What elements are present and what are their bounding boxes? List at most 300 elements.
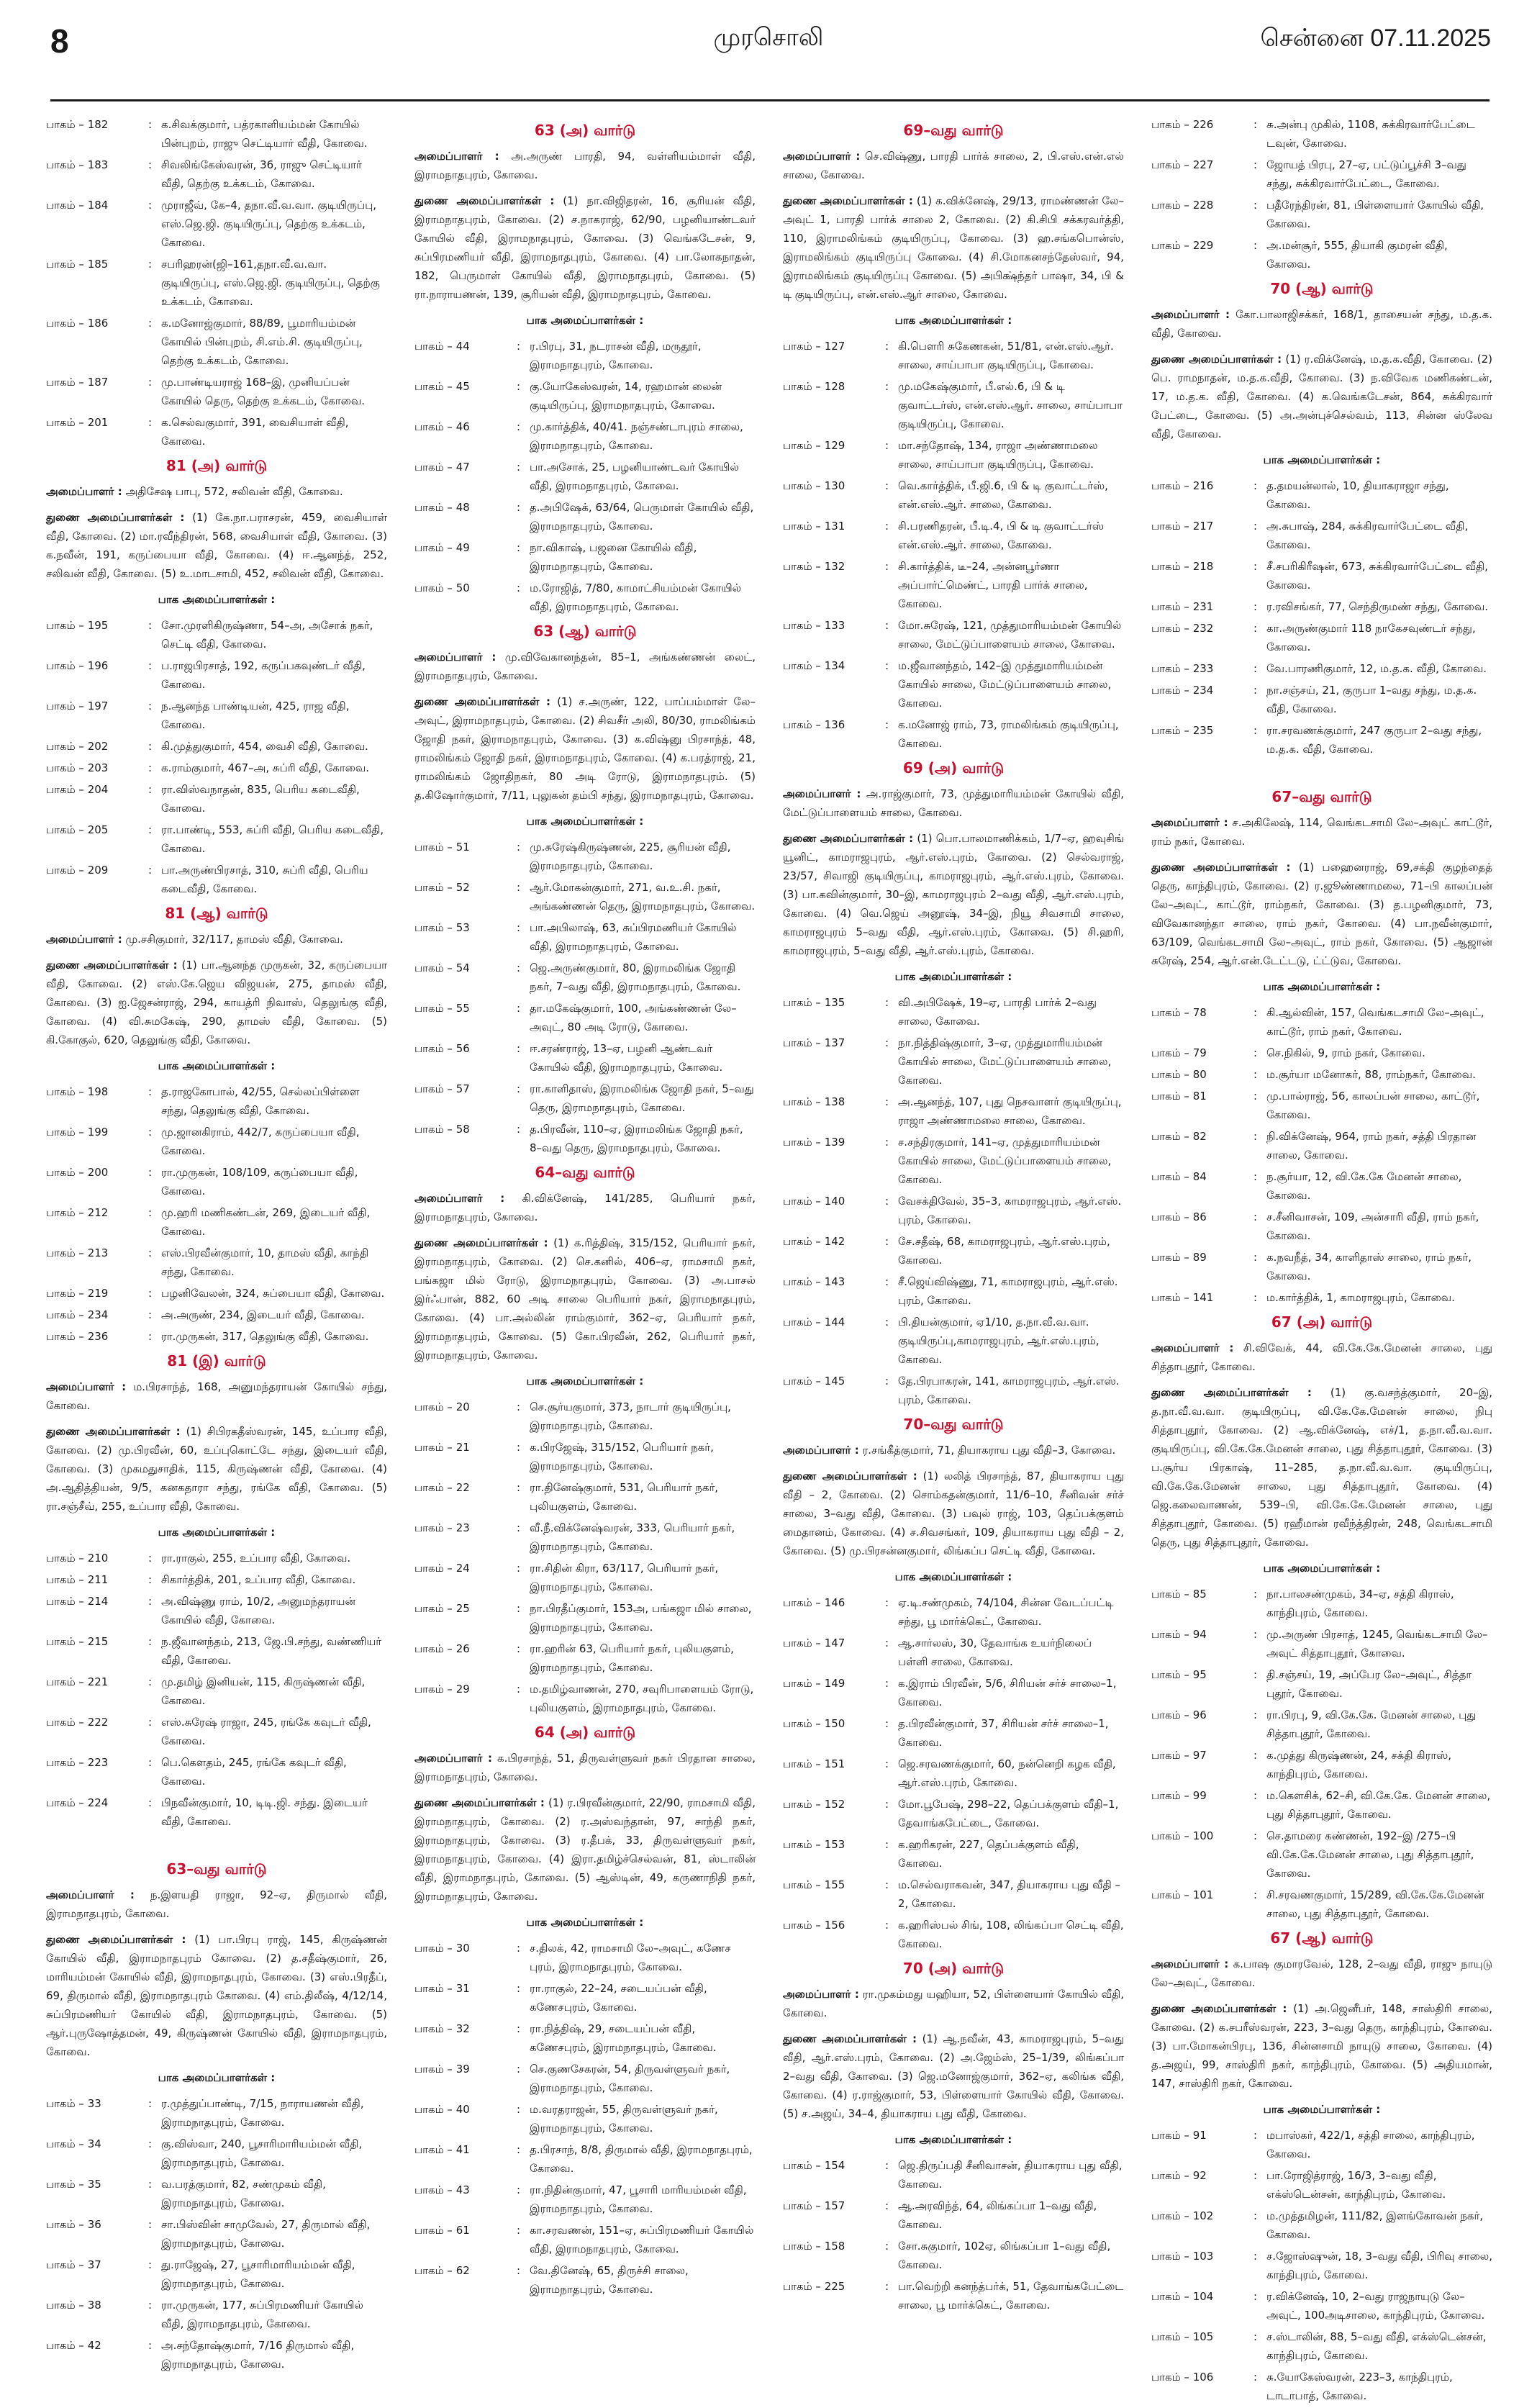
- booth-number: பாகம் – 149: [783, 1677, 845, 1690]
- booth-organizer-details: ரா.பாண்டி, 553, சுப்ரி வீதி, பெரிய கடைவீதி, கோவை.: [161, 823, 384, 855]
- booth-entry: [46, 759, 387, 777]
- appointee-label: அமைப்பாளர் :: [1151, 308, 1230, 321]
- separator: :: [885, 2199, 889, 2212]
- deputies-label: துணை அமைப்பாளர்கள் :: [783, 832, 914, 845]
- booth-organizer-details: ரா.நிதின்குமார், 47, பூசாரி மாரியம்மன் வீதி, இராமநாதபுரம், கோவை.: [530, 2183, 747, 2215]
- booth-number: பாகம் – 204: [46, 783, 109, 796]
- separator: :: [885, 340, 889, 353]
- booth-organizer-details: வீ.நீ.விக்னேஷ்வரன், 333, பெரியார் நகர், இராமநாதபுரம், கோவை.: [530, 1521, 735, 1553]
- booth-organizer-details: மபாஸ்கர், 422/1, சத்தி சாலை, காந்திபுரம், கோவை.: [1266, 2129, 1475, 2160]
- organizer-details: ரா.முகம்மது யஹியா, 52, பிள்ளையார் கோயில் வீதி, கோவை.: [783, 1988, 1124, 2019]
- booth-entry: [783, 616, 1124, 653]
- separator: :: [517, 1441, 521, 1454]
- booth-number: பாகம் – 233: [1151, 662, 1214, 675]
- booth-organizer-details: நா.நித்திஷ்குமார், 3–ஏ, முத்துமாரியம்மன் கோயில் சாலை, மேட்டுப்பாளையம் சாலை, கோவை.: [898, 1036, 1112, 1087]
- appointee-label: அமைப்பாளர் :: [1151, 1341, 1234, 1354]
- separator: :: [885, 479, 889, 492]
- booth-organizer-details: செ.குணசேகரன், 54, திருவள்ளுவர் நகர், இராமநாதபுரம், கோவை.: [530, 2063, 730, 2094]
- booth-entry: [783, 1674, 1124, 1711]
- booth-entry: [46, 1244, 387, 1281]
- booth-organizer-details: கி.ஆல்வின், 157, வெங்கடசாமி லே–அவுட், காட்டூர், ராம் நகர், கோவை.: [1266, 1006, 1484, 1038]
- separator: :: [148, 761, 153, 774]
- separator: :: [517, 921, 521, 934]
- booth-organizer-details: க.ஹரிஸ்பல் சிங், 108, லிங்கப்பா செட்டி வீதி, கோவை.: [898, 1919, 1124, 1950]
- booth-organizer-details: க.செல்வகுமார், 391, வைசியாள் வீதி, கோவை.: [161, 416, 349, 448]
- booth-number: பாகம் – 151: [783, 1757, 845, 1770]
- separator: :: [1253, 1789, 1258, 1802]
- booth-number: பாகம் – 86: [1151, 1210, 1207, 1223]
- appointee-paragraph: [414, 648, 756, 685]
- booth-organizer-details: ந.சூர்யா, 12, வி.கே.கே மேனன் சாலை, கோவை.: [1266, 1170, 1462, 1202]
- booth-organizers-heading: பாக அமைப்பாளர்கள் :: [526, 815, 644, 828]
- booth-number: பாகம் – 44: [414, 340, 470, 353]
- separator: :: [1253, 724, 1258, 737]
- booth-entry: [46, 2135, 387, 2172]
- organizer-details: ர.சங்கீத்குமார், 71, தியாகராய புது வீதி–3, கோவை.: [862, 1444, 1116, 1457]
- appointee-paragraph: [1151, 1339, 1492, 1376]
- booth-organizer-details: ர.முத்துப்பாண்டி, 7/15, நாராயணன் வீதி, இராமநாதபுரம், கோவை.: [161, 2097, 364, 2129]
- booth-number: பாகம் – 53: [414, 921, 470, 934]
- ward-heading: 70 (அ) வார்டு: [902, 1960, 1005, 1977]
- booth-organizer-details: க.பிரஜேஷ், 315/152, பெரியார் நகர், இராமநாதபுரம், கோவை.: [530, 1441, 714, 1472]
- organizer-details: (1) சிபிரகதீஸ்வரன், 145, உப்பார வீதி, கோவை. (2) மு.பிரவீன், 60, உப்புகொட்டே சந்து, இடையர் வீதி, கோவை. (3) முகமதுசாதிக், 115, கிருஷ்ணன் வீதி, கோவை. (4) அ.ஆதித்தியன், 9/5, கனகதாரா சந்து, ரங்கே வீதி, கோவை. (5) ரா.சஞ்சீவ், 255, உப்பார வீதி, கோவை.: [46, 1425, 387, 1513]
- booth-entry: [46, 2094, 387, 2132]
- booth-organizer-details: சபரிஹரன்(ஜி–161,தநா.வீ.வ.வா. குடியிருப்பு, எஸ்.ஜெ.ஜி. குடியிருப்பு, தெற்கு உக்கடம், கோவை.: [161, 258, 380, 308]
- separator: :: [1253, 199, 1258, 212]
- separator: :: [885, 1677, 889, 1690]
- booth-entry: [1151, 1248, 1492, 1285]
- booth-number: பாகம் – 22: [414, 1481, 470, 1494]
- separator: :: [517, 1481, 521, 1494]
- booth-entry: [783, 1372, 1124, 1409]
- booth-entry: [1151, 2206, 1492, 2244]
- booth-number: பாகம் – 130: [783, 479, 845, 492]
- separator: :: [148, 823, 153, 836]
- separator: :: [517, 2264, 521, 2277]
- booth-entry: [46, 1284, 387, 1303]
- booth-organizer-details: வே.பாரணிகுமார், 12, ம.த.க. வீதி, கோவை.: [1266, 662, 1487, 675]
- booth-entry: [1151, 1208, 1492, 1245]
- deputies-paragraph: [1151, 858, 1492, 970]
- column-1: [46, 115, 387, 2408]
- booth-organizer-details: ச.ஜோஸ்ஷுன், 18, 3–வது வீதி, பிரிவு சாலை, காந்திபுரம், கோவை.: [1266, 2250, 1492, 2281]
- booth-organizer-details: ரா.ராகுல், 255, உப்பார வீதி, கோவை.: [161, 1552, 351, 1565]
- booth-organizer-details: கா.அருண்குமார் 118 நாகேசவுண்டர் சந்து, கோவை.: [1266, 622, 1476, 653]
- separator: :: [1253, 684, 1258, 697]
- booth-number: பாகம் – 84: [1151, 1170, 1207, 1183]
- booth-organizer-details: ரா.பிரபு, 9, வி.கே.கே. மேனன் சாலை, புது சித்தாபுதூர், கோவை.: [1266, 1708, 1477, 1740]
- separator: :: [517, 2143, 521, 2156]
- ward-heading: 67 (ஆ) வார்டு: [1270, 1929, 1374, 1947]
- booth-number: பாகம் – 47: [414, 461, 470, 474]
- ward-heading: 63–வது வார்டு: [166, 1860, 267, 1878]
- deputies-paragraph: [46, 1930, 387, 2061]
- booth-entry: [1151, 1625, 1492, 1662]
- booth-number: பாகம் – 154: [783, 2159, 845, 2172]
- separator: :: [885, 520, 889, 533]
- booth-organizer-details: வி.அபிஷேக், 19–ஏ, பாரதி பார்க் 2–வது சாலை, கோவை.: [898, 996, 1097, 1028]
- separator: :: [148, 1246, 153, 1259]
- booth-number: பாகம் – 143: [783, 1275, 845, 1288]
- separator: :: [1253, 2129, 1258, 2142]
- booth-entry: [414, 2140, 756, 2178]
- booth-entry: [783, 377, 1124, 433]
- booth-number: பாகம் – 50: [414, 581, 470, 594]
- booth-entry: [783, 715, 1124, 753]
- booth-entry: [783, 1593, 1124, 1631]
- booth-organizer-details: தே.பிரபாகரன், 141, காமராஜபுரம், ஆர்.எஸ். புரம், கோவை.: [898, 1375, 1120, 1406]
- separator: :: [1253, 1046, 1258, 1059]
- ward-heading: 64 (அ) வார்டு: [534, 1724, 636, 1741]
- dateline: சென்னை 07.11.2025: [1260, 24, 1491, 52]
- booth-organizer-details: ச.சீனிவாசன், 109, அன்சாரி வீதி, ராம் நகர், கோவை.: [1266, 1210, 1479, 1242]
- booth-entry: [414, 1120, 756, 1157]
- booth-number: பாகம் – 91: [1151, 2129, 1207, 2142]
- separator: :: [885, 1757, 889, 1770]
- booth-number: பாகம் – 156: [783, 1919, 845, 1932]
- separator: :: [1253, 118, 1258, 131]
- booth-number: பாகம் – 56: [414, 1042, 470, 1055]
- booth-entry: [46, 2215, 387, 2253]
- booth-number: பாகம் – 80: [1151, 1068, 1207, 1081]
- organizer-details: க.பிரசாந்த், 51, திருவள்ளுவர் நகர் பிரதான சாலை, இராமநாதபுரம், கோவை.: [414, 1752, 756, 1783]
- organizer-details: (1) லலித் பிரசாந்த், 87, தியாகராய புது வீதி – 2, கோவை. (2) சொம்கதன்குமார், 11/6–10, சீனிவன் சர்ச் சாலை, 3–வது வீதி, கோவை. (3) பவுல் ராஜ், 103, தெப்பக்குளம் மைதானம், கோவை. (4) ச.சிவசங்கர், 109, தியாகராய புது வீதி – 2, கோவை. (5) மு.பிரசன்னகுமார், லிங்கப்ப செட்டி வீதி, கோவை.: [783, 1470, 1124, 1557]
- booth-organizer-details: ஜெ.சரவணக்குமார், 60, நன்னெறி கழக வீதி, ஆர்.எஸ்.புரம், கோவை.: [898, 1757, 1116, 1789]
- booth-organizer-details: க.இராம் பிரவீன், 5/6, சிரியன் சர்ச் சாலை–1, கோவை.: [898, 1677, 1117, 1708]
- booth-organizer-details: மோ.பூபேஷ், 298–22, தெப்பக்குளம் வீதி–1, தேவாங்கபேட்டை, கோவை.: [898, 1798, 1119, 1829]
- separator: :: [885, 1036, 889, 1049]
- separator: :: [1253, 1130, 1258, 1143]
- organizer-details: கோ.பாலாஜிசக்கர், 168/1, தாசையன் சந்து, ம.த.க. வீதி, கோவை.: [1151, 308, 1492, 340]
- booth-entry: [46, 1753, 387, 1791]
- booth-organizer-details: ஏ.டி.சண்முகம், 74/104, சின்ன வேடப்பட்டி சந்து, பூ மார்க்கெட், கோவை.: [898, 1596, 1114, 1628]
- booth-number: பாகம் – 45: [414, 380, 470, 393]
- deputies-paragraph: [414, 191, 756, 304]
- booth-number: பாகம் – 39: [414, 2063, 470, 2076]
- booth-entry: [46, 1673, 387, 1710]
- organizer-details: (1) பா.ஆனந்த முருகன், 32, கருப்பையா வீதி, கோவை. (2) எஸ்.கே.ஜெய விஜயன், 275, தாமஸ் வீதி, கோவை. (3) ஐ.ஜேசன்ராஜ், 294, காயத்ரி நிவாஸ், தெலுங்கு வீதி, கோவை. (4) வி.சுமகேஷ், 290, தாமஸ் வீதி, கோவை. (5) கி.கோகுல், 620, தெலுங்கு வீதி, கோவை.: [46, 959, 387, 1046]
- booth-entry: [783, 1634, 1124, 1671]
- booth-number: பாகம் – 129: [783, 439, 845, 452]
- booth-number: பாகம் – 40: [414, 2103, 470, 2116]
- booth-organizer-details: ர.ரவிசங்கர், 77, செந்திருமண் சந்து, கோவை.: [1266, 600, 1488, 613]
- booth-organizer-details: சோ.முரளிகிருஷ்ணா, 54–அ, அசோக் நகர், செட்டி வீதி, கோவை.: [161, 619, 373, 651]
- booth-organizer-details: மு.ஹரி மணிகண்டன், 269, இடையர் வீதி, கோவை.: [161, 1206, 371, 1238]
- separator: :: [148, 1573, 153, 1586]
- separator: :: [517, 581, 521, 594]
- separator: :: [517, 2022, 521, 2035]
- separator: :: [517, 1082, 521, 1095]
- booth-entry: [414, 918, 756, 956]
- booth-organizer-details: ரா.சிதின் கிரா, 63/117, பெரியார் நகர், இராமநாதபுரம், கோவை.: [530, 1562, 719, 1593]
- booth-organizer-details: ம.கௌசிக், 62–சி, வி.கே.கே. மேனன் சாலை, புது சித்தாபுதூர், கோவை.: [1266, 1789, 1491, 1821]
- booth-organizers-heading: பாக அமைப்பாளர்கள் :: [894, 314, 1012, 327]
- booth-number: பாகம் – 201: [46, 416, 109, 429]
- booth-organizer-details: ஜோயத் பிரபு, 27–ஏ, பட்டுப்பூச்சி 3–வது சந்து, சுக்கிரவார்பேட்டை, கோவை.: [1266, 158, 1466, 190]
- booth-entry: [783, 1795, 1124, 1832]
- booth-number: பாகம் – 203: [46, 761, 109, 774]
- separator: :: [517, 1642, 521, 1655]
- booth-number: பாகம் – 62: [414, 2264, 470, 2277]
- separator: :: [148, 118, 153, 131]
- booth-organizer-details: சிவலிங்கேஸ்வரன், 36, ராஜு செட்டியார் வீதி, தெற்கு உக்கடம், கோவை.: [161, 158, 362, 190]
- booth-number: பாகம் – 195: [46, 619, 109, 632]
- booth-organizer-details: ரா.தினேஷ்குமார், 531, பெரியார் நகர், புலியகுளம், கோவை.: [530, 1481, 719, 1513]
- booth-entry: [46, 1592, 387, 1629]
- booth-organizer-details: மு.அருண் பிரசாத், 1245, வெங்கடசாமி லே–அவுட் சித்தாபுதூர், கோவை.: [1266, 1628, 1488, 1660]
- booth-number: பாகம் – 23: [414, 1521, 470, 1534]
- booth-number: பாகம் – 134: [783, 659, 845, 672]
- separator: :: [1253, 2290, 1258, 2303]
- separator: :: [148, 2299, 153, 2312]
- ward-heading: 69 (அ) வார்டு: [902, 759, 1005, 777]
- separator: :: [148, 1756, 153, 1769]
- newspaper-name: முரசொலி: [713, 23, 824, 52]
- separator: :: [148, 2258, 153, 2271]
- booth-entry: [414, 1979, 756, 2017]
- booth-entry: [1151, 681, 1492, 718]
- booth-number: பாகம் – 221: [46, 1675, 109, 1688]
- booth-organizer-details: த.பிரவீன்குமார், 37, சிரியன் சர்ச் சாலை–1, கோவை.: [898, 1717, 1109, 1749]
- booth-entry: [783, 1033, 1124, 1090]
- booth-organizer-details: கு.விஸ்வா, 240, பூசாரிமாரியம்மன் வீதி, இராமநாதபுரம், கோவை.: [161, 2137, 363, 2169]
- booth-organizer-details: நா.பிரதீப்குமார், 153அ, பங்கஜா மில் சாலை, இராமநாதபுரம், கோவை.: [530, 1602, 752, 1634]
- appointee-paragraph: [46, 1886, 387, 1923]
- booth-entry: [1151, 597, 1492, 616]
- separator: :: [148, 619, 153, 632]
- booth-number: பாகம் – 231: [1151, 600, 1214, 613]
- booth-organizer-details: த.ராஜகோபால், 42/55, செல்லப்பிள்ளை சந்து, தெலுங்கு வீதி, கோவை.: [161, 1085, 360, 1117]
- booth-number: பாகம் – 79: [1151, 1046, 1207, 1059]
- booth-entry: [46, 1305, 387, 1324]
- booth-entry: [783, 1313, 1124, 1369]
- booth-entry: [46, 737, 387, 756]
- booth-entry: [46, 1203, 387, 1241]
- separator: :: [148, 1330, 153, 1343]
- booth-number: பாகம் – 213: [46, 1246, 109, 1259]
- booth-organizer-details: சிகார்த்திக், 201, உப்பார வீதி, கோவை.: [161, 1573, 356, 1586]
- deputies-label: துணை அமைப்பாளர்கள் :: [414, 695, 550, 708]
- booth-entry: [783, 337, 1124, 374]
- booth-number: பாகம் – 21: [414, 1441, 470, 1454]
- booth-organizer-details: அ.அருண், 234, இடையர் வீதி, கோவை.: [161, 1308, 365, 1321]
- separator: :: [517, 541, 521, 554]
- booth-number: பாகம் – 34: [46, 2137, 101, 2150]
- booth-number: பாகம் – 158: [783, 2240, 845, 2253]
- booth-entry: [783, 557, 1124, 613]
- booth-entry: [414, 377, 756, 415]
- booth-number: பாகம் – 157: [783, 2199, 845, 2212]
- booth-organizer-details: க.மனோஜ்குமார், 88/89, பூமாரியம்மன் கோயில் பின்புறம், சி.எம்.சி. குடியிருப்பு, தெற்கு உக்கடம், கோவை.: [161, 317, 363, 367]
- booth-entry: [414, 838, 756, 875]
- deputies-label: துணை அமைப்பாளர்கள் :: [414, 194, 555, 207]
- booth-entry: [783, 517, 1124, 554]
- appointee-label: அமைப்பாளர் :: [783, 787, 861, 800]
- booth-organizer-details: ந.ஆனந்த பாண்டியன், 425, ராஜ வீதி, கோவை.: [161, 700, 350, 731]
- booth-organizers-heading: பாக அமைப்பாளர்கள் :: [894, 2133, 1012, 2146]
- booth-number: பாகம் – 95: [1151, 1668, 1207, 1681]
- booth-entry: [414, 337, 756, 374]
- booth-entry: [46, 2175, 387, 2212]
- booth-number: பாகம் – 43: [414, 2183, 470, 2196]
- booth-number: பாகம் – 82: [1151, 1130, 1207, 1143]
- booth-entry: [783, 476, 1124, 514]
- booth-number: பாகம் – 96: [1151, 1708, 1207, 1721]
- booth-number: பாகம் – 147: [783, 1637, 845, 1649]
- booth-entry: [783, 436, 1124, 474]
- booth-organizer-details: ரா.நித்திஷ், 29, சடையப்பன் வீதி, கணேசபுரம், இராமநாதபுரம், கோவை.: [530, 2022, 717, 2054]
- booth-entry: [1151, 1746, 1492, 1783]
- separator: :: [1253, 1068, 1258, 1081]
- separator: :: [148, 2137, 153, 2150]
- booth-entry: [414, 1398, 756, 1435]
- booth-organizers-heading: பாக அமைப்பாளர்கள் :: [158, 1526, 276, 1539]
- booth-entry: [1151, 2327, 1492, 2365]
- ward-heading: 70 (ஆ) வார்டு: [1270, 280, 1374, 297]
- booth-number: பாகம் – 57: [414, 1082, 470, 1095]
- separator: :: [1253, 1588, 1258, 1601]
- separator: :: [148, 1675, 153, 1688]
- booth-entry: [1151, 155, 1492, 193]
- booth-organizer-details: ந.ஜீவானந்தம், 213, ஜே.பி.சந்து, வண்ணியர் வீதி, கோவை.: [161, 1635, 382, 1667]
- booth-organizer-details: மு.பாண்டியராஜ் 168–இ, முனியப்பன் கோயில் தெரு, தெற்கு உக்கடம், கோவை.: [161, 376, 365, 407]
- booth-organizer-details: ஆ.சார்லஸ், 30, தேவாங்க உயர்நிலைப் பள்ளி சாலை, கோவை.: [898, 1637, 1092, 1668]
- booth-organizer-details: எஸ்.சுரேஷ் ராஜா, 245, ரங்கே கவுடர் வீதி, கோவை.: [161, 1716, 371, 1747]
- separator: :: [885, 1316, 889, 1329]
- booth-number: பாகம் – 51: [414, 841, 470, 854]
- booth-organizer-details: அ.சந்தோஷ்குமார், 7/16 திருமால் வீதி, இராமநாதபுரம், கோவை.: [161, 2339, 355, 2371]
- separator: :: [148, 1635, 153, 1648]
- booth-number: பாகம் – 202: [46, 740, 109, 753]
- separator: :: [517, 961, 521, 974]
- booth-number: பாகம் – 26: [414, 1642, 470, 1655]
- booth-number: பாகம் – 61: [414, 2224, 470, 2237]
- separator: :: [885, 1717, 889, 1730]
- separator: :: [885, 2159, 889, 2172]
- booth-number: பாகம் – 103: [1151, 2250, 1214, 2263]
- booth-organizers-heading: பாக அமைப்பாளர்கள் :: [1263, 980, 1381, 993]
- booth-entry: [783, 2196, 1124, 2234]
- separator: :: [148, 864, 153, 877]
- separator: :: [1253, 1708, 1258, 1721]
- booth-number: பாகம் – 199: [46, 1126, 109, 1139]
- separator: :: [148, 700, 153, 712]
- booth-entry: [414, 878, 756, 915]
- booth-organizer-details: ம.ரோஜித், 7/80, காமாட்சியம்மன் கோயில் வீதி, இராமநாதபுரம், கோவை.: [530, 581, 742, 613]
- booth-entry: [46, 1793, 387, 1831]
- booth-entry: [783, 1272, 1124, 1310]
- appointee-label: அமைப்பாளர் :: [414, 150, 499, 163]
- booth-entry: [46, 314, 387, 370]
- booth-number: பாகம் – 210: [46, 1552, 109, 1565]
- booth-number: பாகம் – 150: [783, 1717, 845, 1730]
- booth-entry: [46, 656, 387, 694]
- booth-organizer-details: ம.வரதராஜன், 55, திருவள்ளுவர் நகர், இராமநாதபுரம், கோவை.: [530, 2103, 718, 2135]
- booth-number: பாகம் – 38: [46, 2299, 101, 2312]
- booth-organizer-details: ஆர்.மோகன்குமார், 271, வ.உ.சி. நகர், அங்கண்ணன் தெரு, இராமநாதபுரம், கோவை.: [530, 881, 756, 913]
- separator: :: [517, 2063, 521, 2076]
- booth-number: பாகம் – 48: [414, 501, 470, 514]
- booth-number: பாகம் – 54: [414, 961, 470, 974]
- booth-organizer-details: பா.அபிலாஷ், 63, சுப்பிரமணியர் கோயில் வீதி, இராமநாதபுரம், கோவை.: [530, 921, 737, 953]
- separator: :: [885, 439, 889, 452]
- booth-organizer-details: பழனிவேலன், 324, சுப்பையா வீதி, கோவை.: [161, 1287, 385, 1300]
- booth-entry: [414, 2100, 756, 2137]
- booth-entry: [414, 579, 756, 616]
- booth-number: பாகம் – 142: [783, 1235, 845, 1248]
- article-columns: [46, 115, 1492, 2402]
- appointee-label: அமைப்பாளர் :: [783, 1444, 859, 1457]
- deputies-label: துணை அமைப்பாளர்கள் :: [1151, 1386, 1312, 1399]
- booth-entry: [1151, 1288, 1492, 1307]
- booth-organizer-details: மு.தமிழ் இனியன், 115, கிருஷ்ணன் வீதி, கோவை.: [161, 1675, 366, 1707]
- booth-entry: [1151, 557, 1492, 594]
- booth-number: பாகம் – 228: [1151, 199, 1214, 212]
- booth-organizer-details: பா.அருண்பிரசாத், 310, சுப்ரி வீதி, பெரிய கடைவீதி, கோவை.: [161, 864, 368, 895]
- separator: :: [148, 376, 153, 389]
- booth-entry: [1151, 1886, 1492, 1923]
- booth-entry: [783, 1133, 1124, 1189]
- separator: :: [517, 340, 521, 353]
- booth-number: பாகம் – 196: [46, 659, 109, 672]
- booth-entry: [414, 1079, 756, 1117]
- booth-entry: [1151, 2126, 1492, 2163]
- organizer-details: அ.ராஜ்குமார், 73, முத்துமாரியம்மன் கோயில் வீதி, மேட்டுப்பாளையம் சாலை, கோவை.: [783, 787, 1124, 819]
- separator: :: [1253, 2371, 1258, 2384]
- organizer-details: ம.பிரசாந்த், 168, அனுமந்தராயன் கோயில் சந்து, கோவை.: [46, 1380, 387, 1412]
- booth-organizer-details: ரா.ஹரின் 63, பெரியார் நகர், புலியகுளம், இராமநாதபுரம், கோவை.: [530, 1642, 734, 1674]
- organizer-details: (1) ஆ.நவீன், 43, காமராஜபுரம், 5–வது வீதி, ஆர்.எஸ்.புரம், கோவை. (2) அ.ஜேம்ஸ், 25–1/39, லிங்கப்பா 2–வது வீதி, கோவை. (3) ஜெ.மனோஜ்குமார், 362–ஏ, கலிங்க வீதி, கோவை. (4) ர.ராஜ்குமார், 53, பிள்ளையார் கோயில் வீதி, கோவை. (5) ச.அஜய், 34–4, தியாகராய புது வீதி, கோவை.: [783, 2032, 1124, 2120]
- page-number: 8: [50, 22, 69, 60]
- booth-number: பாகம் – 30: [414, 1942, 470, 1955]
- separator: :: [885, 718, 889, 731]
- separator: :: [885, 1838, 889, 1851]
- booth-organizer-details: ச.திலக், 42, ராமசாமி லே–அவுட், கணேச புரம், இராமநாதபுரம், கோவை.: [530, 1942, 731, 1973]
- organizer-details: கி.விக்னேஷ், 141/285, பெரியார் நகர், இராமநாதபுரம், கோவை.: [414, 1192, 756, 1223]
- booth-entry: [1151, 517, 1492, 554]
- separator: :: [517, 1982, 521, 1995]
- separator: :: [1253, 2330, 1258, 2343]
- booth-entry: [783, 1192, 1124, 1229]
- booth-number: பாகம் – 200: [46, 1166, 109, 1179]
- booth-number: பாகம் – 32: [414, 2022, 470, 2035]
- booth-entry: [414, 1478, 756, 1516]
- booth-entry: [1151, 236, 1492, 273]
- booth-entry: [783, 1714, 1124, 1752]
- booth-entry: [414, 538, 756, 576]
- booth-entry: [783, 656, 1124, 712]
- booth-organizer-details: ரா.ராகுல், 22–24, சடையப்பன் வீதி, கணேசபுரம், கோவை.: [530, 1982, 707, 2014]
- ward-heading: 63 (ஆ) வார்டு: [533, 623, 637, 640]
- booth-organizer-details: க.ராம்குமார், 467–அ, சுப்ரி வீதி, கோவை.: [161, 761, 369, 774]
- booth-organizer-details: முராஜீவ், கே–4, தநா.வீ.வ.வா. குடியிருப்பு, எஸ்.ஜெ.ஜி. குடியிருப்பு, தெற்கு உக்கடம், கோவை.: [161, 199, 377, 249]
- separator: :: [1253, 662, 1258, 675]
- booth-number: பாகம் – 55: [414, 1002, 470, 1015]
- separator: :: [148, 740, 153, 753]
- booth-entry: [46, 1327, 387, 1346]
- booth-number: பாகம் – 146: [783, 1596, 845, 1609]
- ward-heading: 81 (இ) வார்டு: [167, 1352, 266, 1370]
- booth-organizer-details: ம.முத்தமிழன், 111/82, இளங்கோவன் நகர், கோவை.: [1266, 2209, 1484, 2241]
- booth-entry: [46, 820, 387, 858]
- separator: :: [885, 2240, 889, 2253]
- booth-number: பாகம் – 104: [1151, 2290, 1214, 2303]
- booth-number: பாகம் – 152: [783, 1798, 845, 1811]
- booth-organizer-details: ம.ஜீவானந்தம், 142–இ முத்துமாரியம்மன் கோயில் சாலை, மேட்டுப்பாளையம் சாலை, கோவை.: [898, 659, 1112, 710]
- booth-number: பாகம் – 49: [414, 541, 470, 554]
- separator: :: [1253, 2250, 1258, 2263]
- separator: :: [148, 1796, 153, 1809]
